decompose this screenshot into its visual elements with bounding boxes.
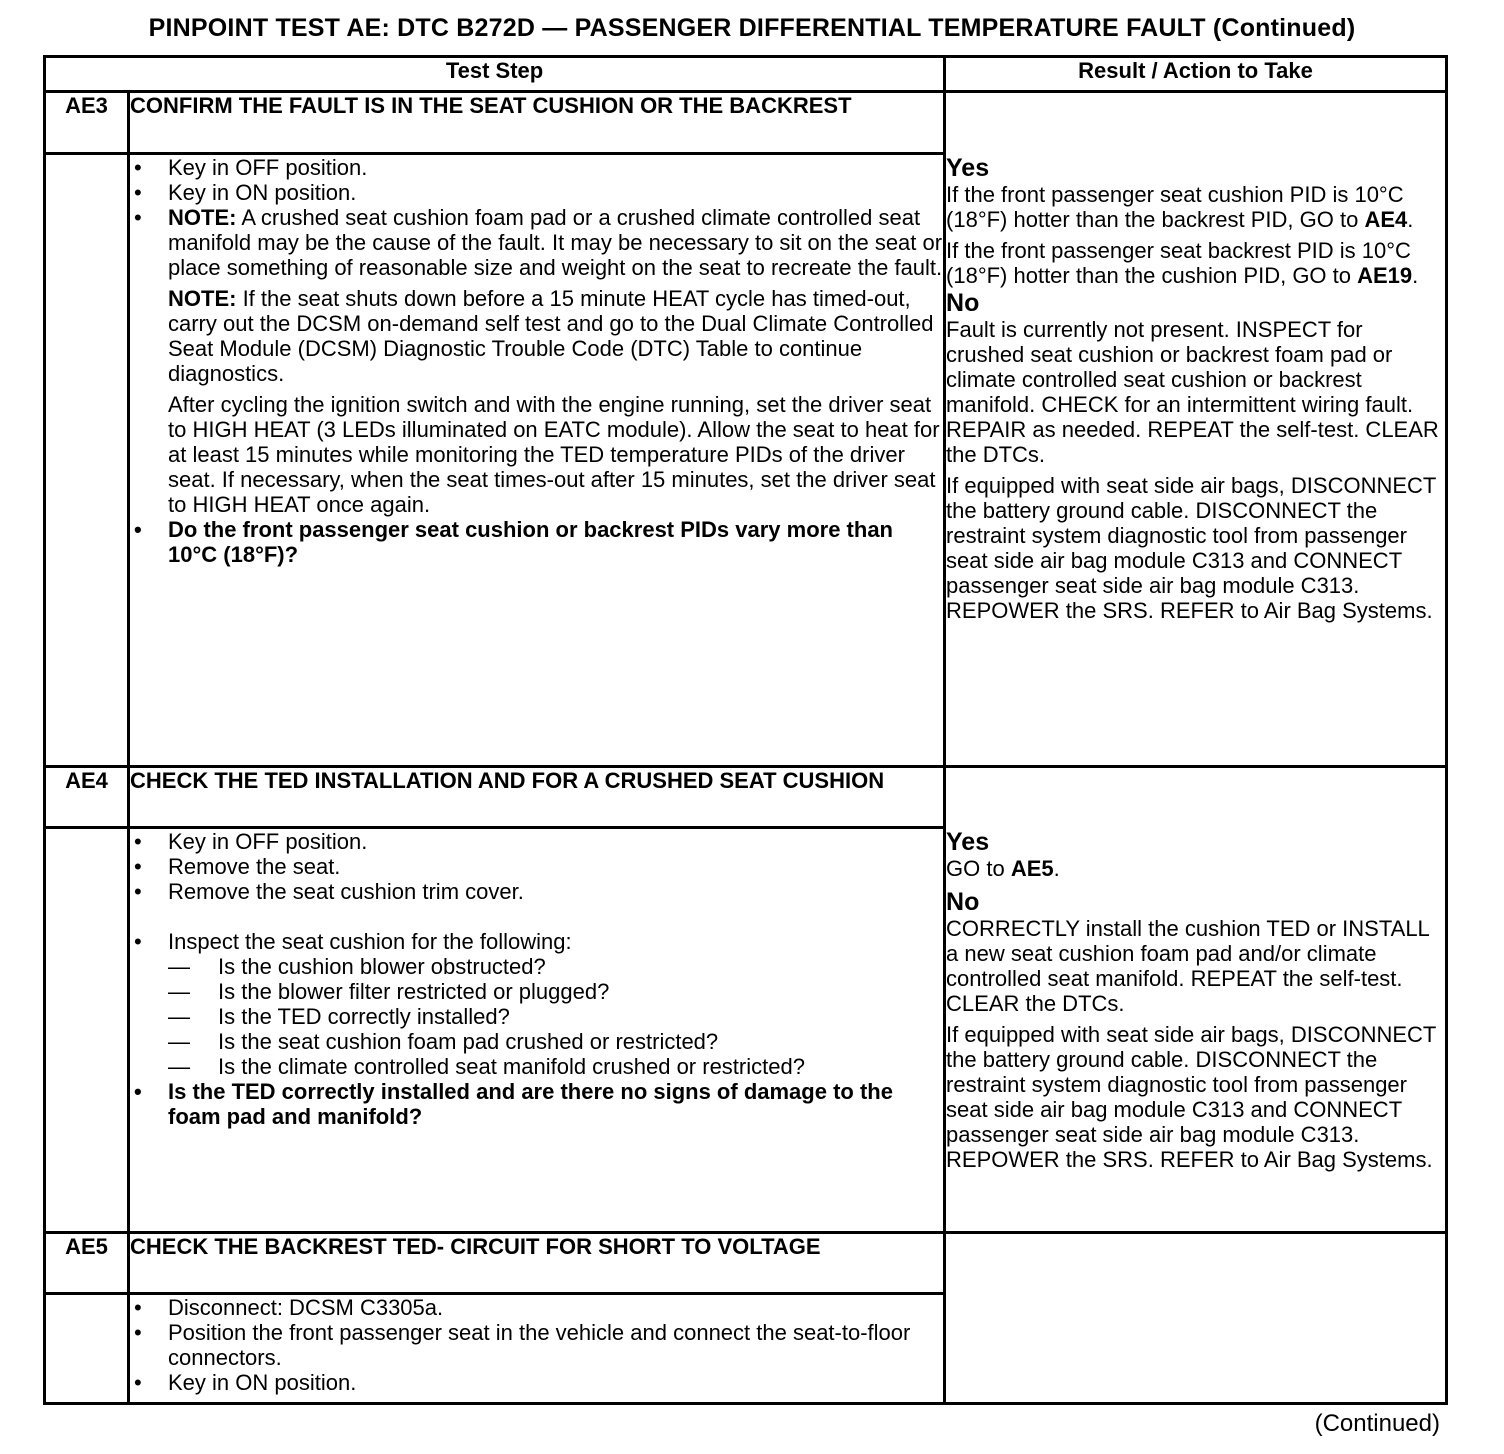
- list-item: • Position the front passenger seat in the vehicle and connect the seat-to-floor connectors.: [130, 1320, 943, 1370]
- list-item: • Key in ON position.: [130, 180, 943, 205]
- result-yes-label: Yes: [946, 828, 990, 856]
- step-body-ae4: [129, 828, 945, 1233]
- result-text: CORRECTLY install the cushion TED or INSTALL a new seat cushion foam pad and/or climate controlled seat manifold. REPEAT the self-test. CLEAR the DTCs.: [946, 916, 1429, 1016]
- list-item: After cycling the ignition switch and with the engine running, set the driver seat to HIGH HEAT (3 LEDs illuminated on EATC module). Allow the seat to heat for at least 15 minutes while monitoring the TED temperature PIDs of the driver seat. If necessary, when the seat times-out after 15 minutes, set the driver seat to HIGH HEAT once again.: [168, 392, 940, 517]
- step-reference: AE5: [1010, 856, 1054, 881]
- result-text: Fault is currently not present. INSPECT for crushed seat cushion or backrest foam pad or climate controlled seat cushion or backrest manifold. CHECK for an intermittent wiring fault. REPAIR as needed. REPEAT the self-test. CLEAR the DTCs.: [946, 317, 1439, 467]
- list-item: • Remove the seat.: [130, 854, 943, 879]
- result-ae3: [945, 92, 1447, 767]
- step-ae4-heading-row: [45, 767, 1447, 828]
- step-ae5-heading-row: [45, 1233, 1447, 1294]
- step-heading-ae4: CHECK THE TED INSTALLATION AND FOR A CRUSHED SEAT CUSHION: [129, 767, 945, 828]
- result-yes-label: Yes: [946, 154, 990, 182]
- result-no-label: No: [946, 888, 980, 916]
- result-ae4: [945, 767, 1447, 1233]
- column-header-result: Result / Action to Take: [945, 57, 1447, 92]
- list-item: • Key in OFF position.: [130, 155, 943, 180]
- step-ae3-heading-row: [45, 92, 1447, 154]
- step-id-ae4: AE4: [45, 767, 129, 828]
- list-item: NOTE: If the seat shuts down before a 15 minute HEAT cycle has timed-out, carry out the DCSM on-demand self test and go to the Dual Climate Controlled Seat Module (DCSM) Diagnostic Trouble Code (DTC) Table to continue diagnostics.: [168, 286, 934, 386]
- list-item: • Disconnect: DCSM C3305a.: [130, 1295, 943, 1320]
- result-ae5: [945, 1233, 1447, 1404]
- step-id-ae5: AE5: [45, 1233, 129, 1294]
- step-body-ae5: [129, 1294, 945, 1404]
- pinpoint-test-table: [43, 55, 1448, 1405]
- table-header-row: [45, 57, 1447, 92]
- note-label: NOTE:: [168, 205, 237, 230]
- inspection-checklist: [168, 954, 943, 1079]
- step-reference: AE4: [1364, 207, 1408, 232]
- list-item: • Key in ON position.: [130, 1370, 943, 1395]
- column-header-test-step: Test Step: [45, 57, 945, 92]
- continued-label: (Continued): [1314, 1410, 1440, 1437]
- note-label: NOTE:: [168, 286, 237, 311]
- step-body-ae3: [129, 154, 945, 767]
- result-text: If the front passenger seat backrest PID is 10°C (18°F) hotter than the cushion PID, GO to AE19.: [946, 238, 1419, 288]
- step-heading-ae3: CONFIRM THE FAULT IS IN THE SEAT CUSHION OR THE BACKREST: [129, 92, 945, 154]
- page-title: PINPOINT TEST AE: DTC B272D — PASSENGER DIFFERENTIAL TEMPERATURE FAULT (Continued): [148, 14, 1356, 42]
- result-text: If equipped with seat side air bags, DISCONNECT the battery ground cable. DISCONNECT the restraint system diagnostic tool from passenger seat side air bag module C313 and CONNECT passenger seat side air bag module C313. REPOWER the SRS. REFER to Air Bag Systems.: [946, 1022, 1436, 1172]
- result-text: If the front passenger seat cushion PID is 10°C (18°F) hotter than the backrest PID, GO to AE4.: [946, 182, 1414, 232]
- checklist-item: — Is the seat cushion foam pad crushed or restricted?: [168, 1029, 943, 1054]
- step-reference: AE19: [1357, 263, 1413, 288]
- checklist-item: — Is the blower filter restricted or plugged?: [168, 979, 943, 1004]
- result-text: GO to AE5.: [946, 856, 1060, 881]
- step-heading-ae5: CHECK THE BACKREST TED- CIRCUIT FOR SHORT TO VOLTAGE: [129, 1233, 945, 1294]
- list-item: • Inspect the seat cushion for the following: — Is the cushion blower obstructed? — Is the blower filter restricted or plugged? — Is the TED correctly installed? — Is the seat cushion foam pad crushed or restricted? — Is the climate controlled seat manifold crushed or restricted?: [130, 929, 943, 1079]
- list-item: • Key in OFF position.: [130, 829, 943, 854]
- checklist-item: — Is the cushion blower obstructed?: [168, 954, 943, 979]
- checklist-item: — Is the climate controlled seat manifold crushed or restricted?: [168, 1054, 943, 1079]
- step-question: • Do the front passenger seat cushion or backrest PIDs vary more than 10°C (18°F)?: [130, 517, 943, 567]
- checklist-item: — Is the TED correctly installed?: [168, 1004, 943, 1029]
- result-text: If equipped with seat side air bags, DISCONNECT the battery ground cable. DISCONNECT the restraint system diagnostic tool from passenger seat side air bag module C313 and CONNECT passenger seat side air bag module C313. REPOWER the SRS. REFER to Air Bag Systems.: [946, 473, 1436, 623]
- step-question: • Is the TED correctly installed and are there no signs of damage to the foam pad and manifold?: [130, 1079, 943, 1129]
- list-item: • Remove the seat cushion trim cover.: [130, 879, 943, 904]
- step-id-ae3: AE3: [45, 92, 129, 154]
- result-no-label: No: [946, 289, 980, 317]
- list-item: • NOTE: A crushed seat cushion foam pad or a crushed climate controlled seat manifold may be the cause of the fault. It may be necessary to sit on the seat or place something of reasonable size and weight on the seat to recreate the fault.: [130, 205, 943, 280]
